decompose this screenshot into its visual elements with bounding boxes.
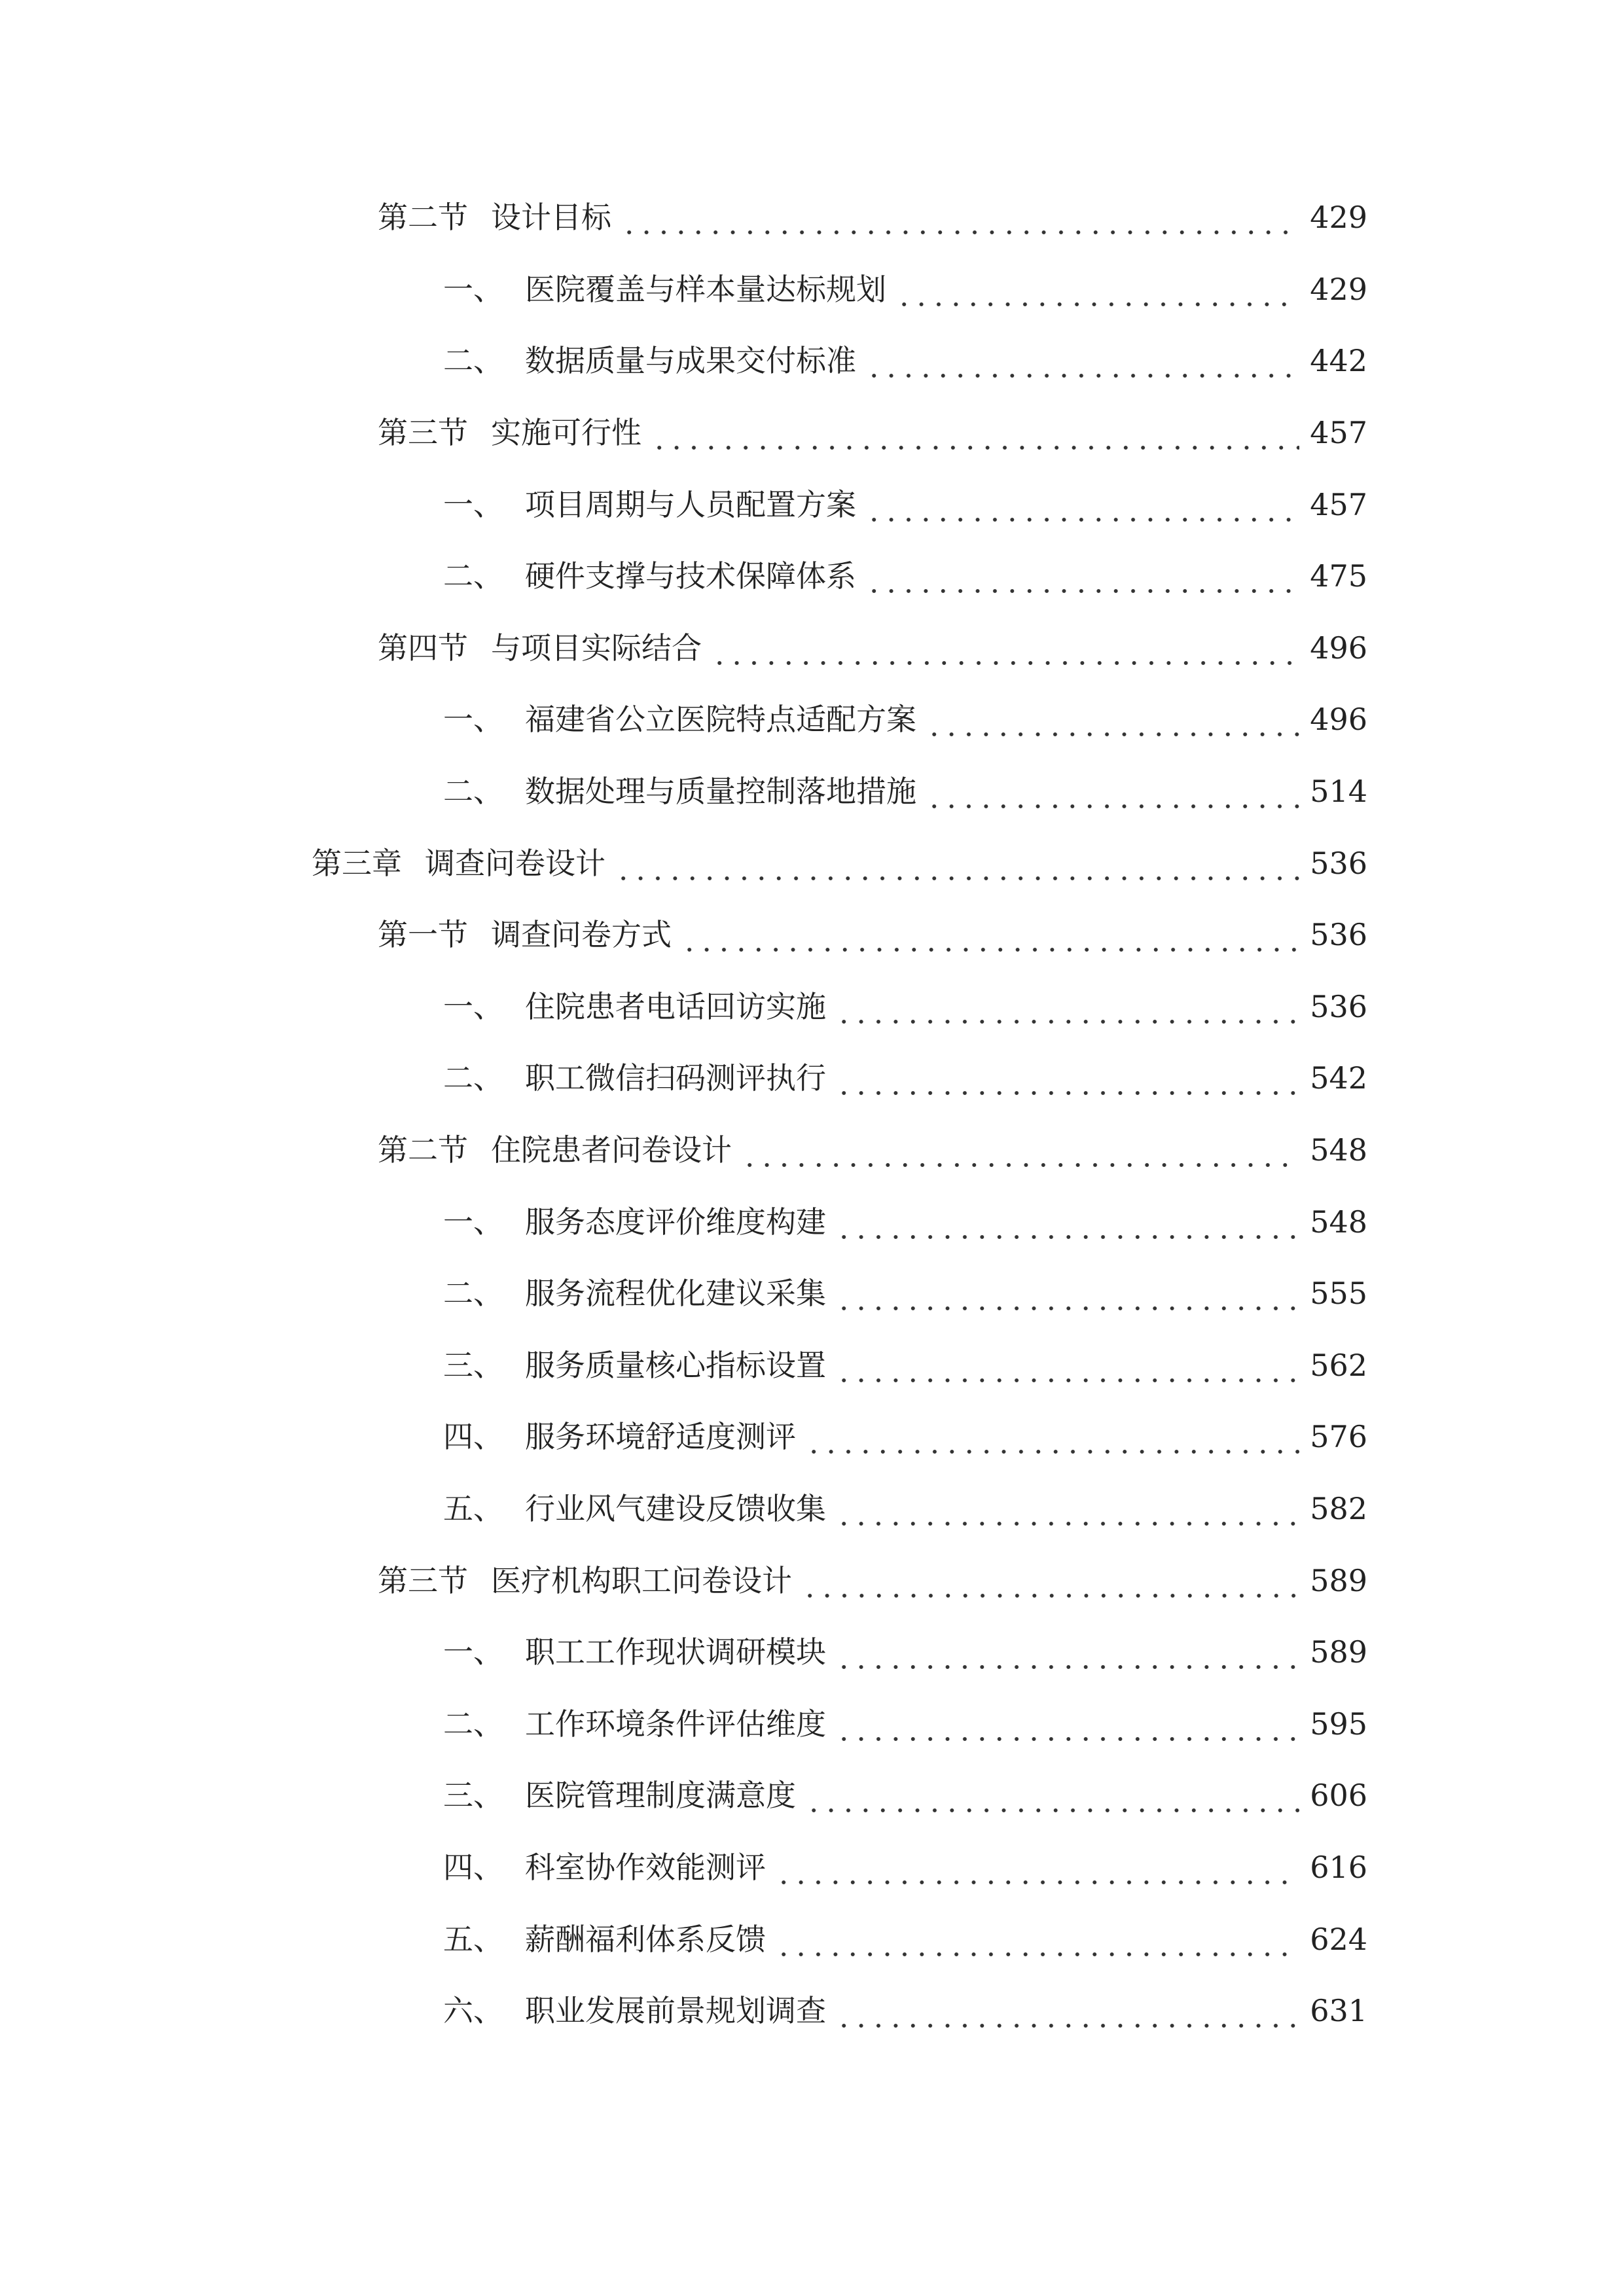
toc-entry[interactable]	[443, 1698, 1367, 1750]
toc-entry-number: 六、	[443, 1993, 503, 2028]
toc-entry-page: 429	[1310, 272, 1367, 307]
toc-entry-title: 科室协作效能测评	[525, 1850, 766, 1885]
toc-entry-title: 硬件支撑与技术保障体系	[525, 558, 856, 594]
toc-entry-title: 住院患者问卷设计	[491, 1132, 732, 1168]
toc-entry-number: 三、	[443, 1348, 503, 1383]
dot-leader	[865, 334, 1299, 387]
toc-entry-page: 616	[1310, 1850, 1367, 1885]
toc-entry-page: 514	[1310, 774, 1367, 809]
dot-leader	[741, 1124, 1299, 1176]
toc-entry-title: 调查问卷设计	[425, 846, 605, 881]
dot-leader	[711, 622, 1299, 674]
dot-leader	[835, 980, 1299, 1033]
toc-entry-title: 职工微信扫码测评执行	[525, 1060, 826, 1096]
toc-entry[interactable]	[443, 1482, 1367, 1535]
toc-entry-title: 医院管理制度满意度	[525, 1778, 796, 1813]
dot-leader	[805, 1410, 1299, 1463]
toc-entry-title: 行业风气建设反馈收集	[525, 1491, 826, 1526]
toc-entry-number: 第一节	[378, 917, 468, 952]
toc-entry-page: 555	[1310, 1276, 1367, 1311]
toc-entry[interactable]	[378, 191, 1367, 243]
toc-entry-page: 457	[1310, 487, 1367, 522]
toc-entry-title: 职工工作现状调研模块	[525, 1634, 826, 1670]
toc-entry-page: 442	[1310, 343, 1367, 378]
toc-entry-number: 一、	[443, 1204, 503, 1240]
toc-entry-page: 496	[1310, 702, 1367, 737]
dot-leader	[775, 1913, 1299, 1965]
dot-leader	[835, 1984, 1299, 2037]
toc-entry[interactable]	[443, 263, 1367, 315]
toc-entry[interactable]	[378, 622, 1367, 674]
dot-leader	[835, 1482, 1299, 1535]
toc-entry-title: 服务环境舒适度测评	[525, 1419, 796, 1454]
dot-leader	[615, 837, 1299, 889]
toc-entry-page: 562	[1310, 1348, 1367, 1383]
toc-entry-title: 住院患者电话回访实施	[525, 989, 826, 1024]
toc-entry[interactable]	[443, 765, 1367, 817]
dot-leader	[926, 693, 1299, 745]
toc-entry-page: 595	[1310, 1706, 1367, 1742]
toc-entry-number: 五、	[443, 1922, 503, 1957]
toc-entry-page: 475	[1310, 558, 1367, 594]
toc-entry-title: 服务态度评价维度构建	[525, 1204, 826, 1240]
toc-entry[interactable]	[443, 334, 1367, 387]
toc-entry-number: 二、	[443, 1276, 503, 1311]
toc-entry-number: 二、	[443, 558, 503, 594]
toc-entry-title: 医院覆盖与样本量达标规划	[525, 272, 886, 307]
toc-entry[interactable]	[443, 1913, 1367, 1965]
toc-entry-page: 624	[1310, 1922, 1367, 1957]
toc-entry-number: 二、	[443, 774, 503, 809]
toc-entry-number: 二、	[443, 1060, 503, 1096]
toc-entry[interactable]	[443, 1841, 1367, 1893]
dot-leader	[895, 263, 1299, 315]
toc-entry-page: 536	[1310, 917, 1367, 952]
dot-leader	[775, 1841, 1299, 1893]
toc-entry[interactable]	[378, 908, 1367, 961]
toc-entry-number: 一、	[443, 989, 503, 1024]
toc-entry-page: 457	[1310, 415, 1367, 450]
toc-entry-title: 服务质量核心指标设置	[525, 1348, 826, 1383]
toc-entry-page: 631	[1310, 1993, 1367, 2028]
toc-entry-page: 576	[1310, 1419, 1367, 1454]
toc-entry[interactable]	[443, 1339, 1367, 1391]
toc-entry-title: 实施可行性	[491, 415, 641, 450]
toc-entry[interactable]	[312, 837, 1367, 889]
toc-entry-page: 589	[1310, 1634, 1367, 1670]
toc-entry-number: 一、	[443, 487, 503, 522]
toc-entry-page: 582	[1310, 1491, 1367, 1526]
toc-entry-page: 548	[1310, 1132, 1367, 1168]
toc-entry-number: 一、	[443, 702, 503, 737]
toc-entry-page: 496	[1310, 630, 1367, 666]
toc-entry[interactable]	[443, 478, 1367, 531]
toc-entry-title: 数据处理与质量控制落地措施	[525, 774, 916, 809]
toc-entry-page: 606	[1310, 1778, 1367, 1813]
dot-leader	[651, 406, 1299, 459]
dot-leader	[865, 550, 1299, 602]
dot-leader	[835, 1339, 1299, 1391]
dot-leader	[835, 1196, 1299, 1248]
dot-leader	[621, 191, 1299, 243]
dot-leader	[835, 1267, 1299, 1319]
toc-entry-number: 第三节	[378, 415, 468, 450]
toc-entry[interactable]	[443, 1196, 1367, 1248]
toc-entry[interactable]	[378, 1554, 1367, 1607]
toc-entry-number: 第二节	[378, 200, 468, 235]
toc-entry-number: 三、	[443, 1778, 503, 1813]
toc-entry[interactable]	[443, 980, 1367, 1033]
dot-leader	[835, 1052, 1299, 1104]
toc-entry-title: 设计目标	[491, 200, 611, 235]
toc-entry-title: 调查问卷方式	[491, 917, 672, 952]
toc-entry[interactable]	[443, 1267, 1367, 1319]
dot-leader	[801, 1554, 1299, 1607]
toc-entry-title: 医疗机构职工问卷设计	[491, 1563, 792, 1598]
toc-entry-number: 一、	[443, 272, 503, 307]
dot-leader	[681, 908, 1299, 961]
dot-leader	[835, 1698, 1299, 1750]
toc-entry-number: 二、	[443, 1706, 503, 1742]
toc-entry-page: 548	[1310, 1204, 1367, 1240]
toc-entry[interactable]	[378, 1124, 1367, 1176]
toc-entry-title: 工作环境条件评估维度	[525, 1706, 826, 1742]
toc-entry-title: 数据质量与成果交付标准	[525, 343, 856, 378]
toc-entry-title: 项目周期与人员配置方案	[525, 487, 856, 522]
toc-entry-title: 薪酬福利体系反馈	[525, 1922, 766, 1957]
toc-entry-page: 536	[1310, 846, 1367, 881]
toc-entry-number: 四、	[443, 1419, 503, 1454]
toc-entry[interactable]	[443, 550, 1367, 602]
toc-entry[interactable]	[443, 1410, 1367, 1463]
toc-entry-title: 福建省公立医院特点适配方案	[525, 702, 916, 737]
toc-entry[interactable]	[443, 1052, 1367, 1104]
toc-entry-title: 职业发展前景规划调查	[525, 1993, 826, 2028]
dot-leader	[805, 1769, 1299, 1821]
toc-entry[interactable]	[443, 1626, 1367, 1678]
toc-entry-page: 589	[1310, 1563, 1367, 1598]
toc-entry-number: 四、	[443, 1850, 503, 1885]
toc-entry-number: 第二节	[378, 1132, 468, 1168]
toc-entry[interactable]	[443, 693, 1367, 745]
toc-entry-number: 五、	[443, 1491, 503, 1526]
dot-leader	[926, 765, 1299, 817]
toc-entry-title: 服务流程优化建议采集	[525, 1276, 826, 1311]
toc-entry-page: 536	[1310, 989, 1367, 1024]
toc-entry-page: 542	[1310, 1060, 1367, 1096]
toc-entry-number: 一、	[443, 1634, 503, 1670]
toc-entry-number: 第四节	[378, 630, 468, 666]
toc-entry-number: 第三章	[312, 846, 402, 881]
toc-entry-title: 与项目实际结合	[491, 630, 702, 666]
dot-leader	[865, 478, 1299, 531]
toc-entry-number: 二、	[443, 343, 503, 378]
toc-entry-page: 429	[1310, 200, 1367, 235]
dot-leader	[835, 1626, 1299, 1678]
toc-entry[interactable]	[443, 1769, 1367, 1821]
toc-entry-number: 第三节	[378, 1563, 468, 1598]
toc-entry[interactable]	[443, 1984, 1367, 2037]
toc-entry[interactable]	[378, 406, 1367, 459]
